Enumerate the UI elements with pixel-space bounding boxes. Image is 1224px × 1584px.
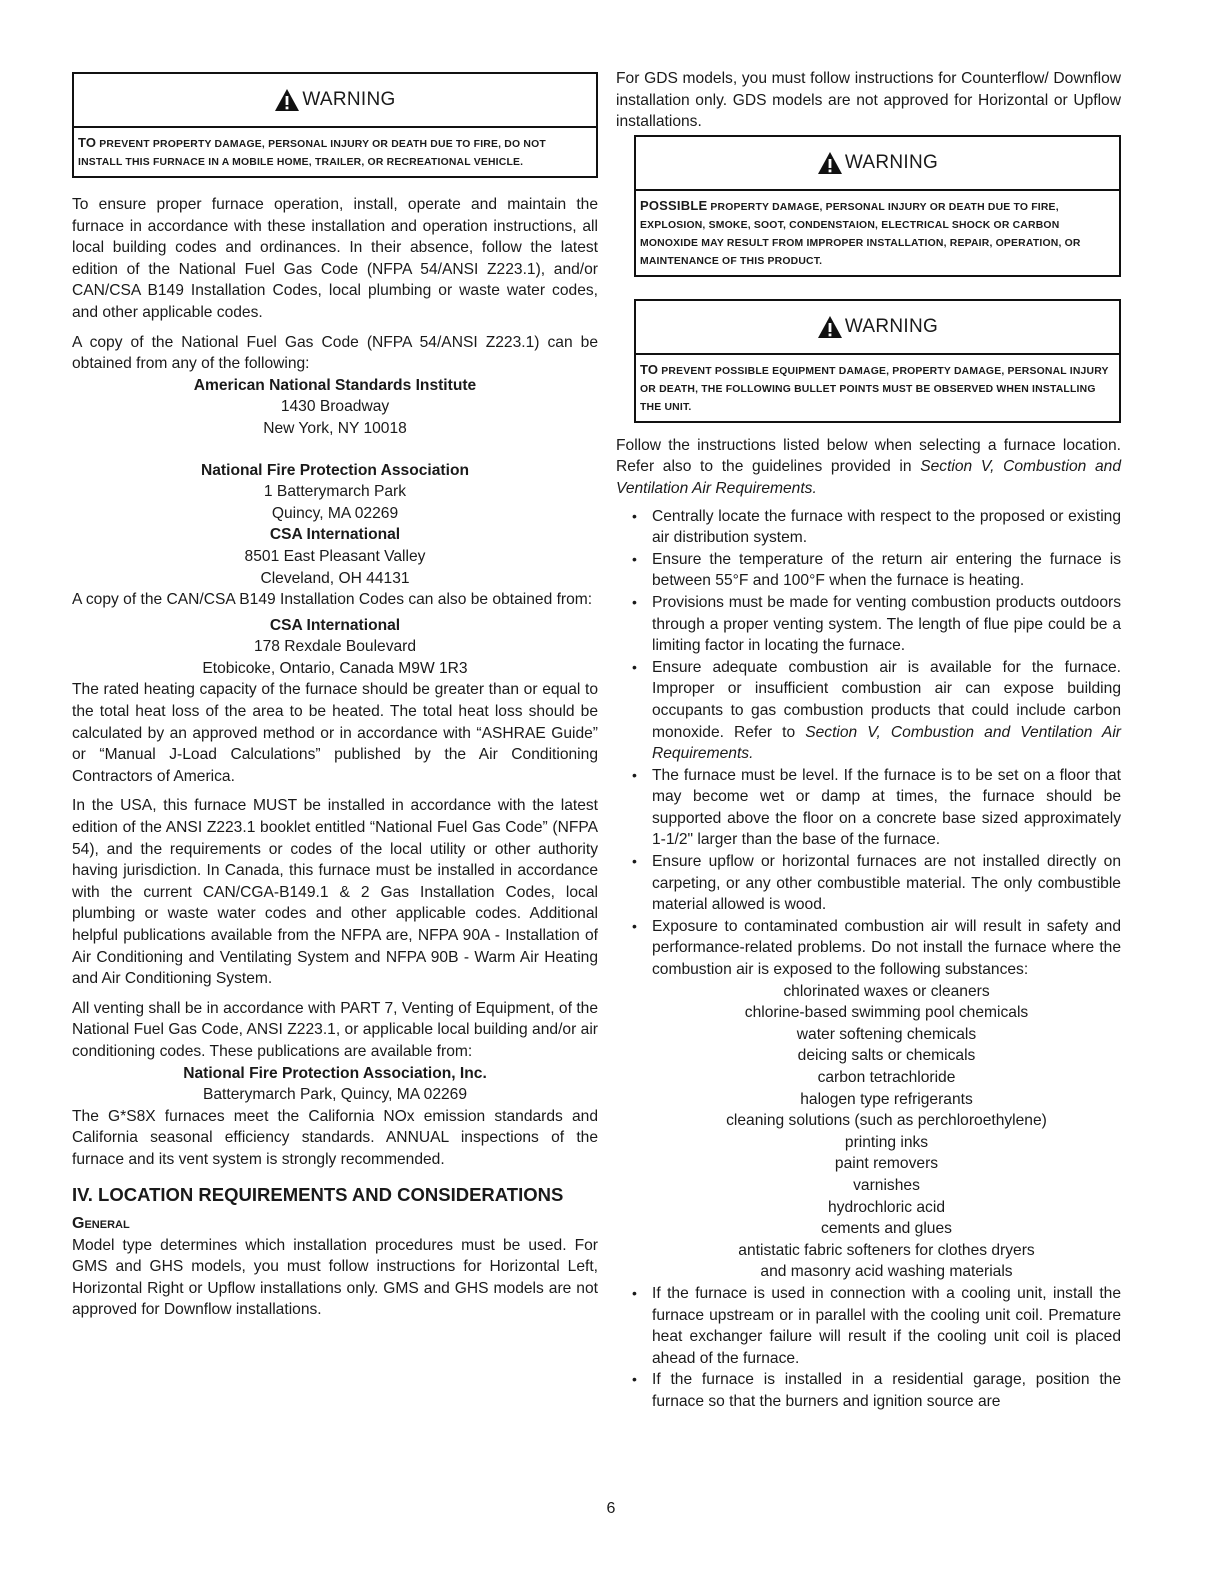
address-line: 178 Rexdale Boulevard xyxy=(253,638,417,656)
warning-triangle-icon xyxy=(274,88,300,112)
paragraph-heating-capacity: The rated heating capacity of the furnace should be greater than or equal to the total heat loss of the area to be heated. The total heat loss should be calculated by an approved method or in accordance with “ASHRAE Guide” or “Manual J-Load Calculations” published by the Air Conditioning Contractors of America. xyxy=(72,681,598,785)
right-column xyxy=(616,68,1121,1413)
substance-item: antistatic fabric softeners for clothes dryers xyxy=(738,1241,1035,1259)
paragraph-operation: To ensure proper furnace operation, install, operate and maintain the furnace in accordance with these installation and operation instructions, all local building codes and ordinances. In their absence, follow the latest edition of the National Fuel Gas Code (NFPA 54/ANSI Z223.1), and/or CAN/CSA B149 Installation Codes, local plumbing or waste water codes, and other applicable codes. xyxy=(72,196,598,321)
address-nfpa xyxy=(72,460,598,525)
address-line: New York, NY 10018 xyxy=(263,419,407,437)
address-line: 1430 Broadway xyxy=(280,398,390,416)
substance-item: hydrochloric acid xyxy=(827,1198,945,1216)
warning-box-fire-explosion xyxy=(634,135,1121,277)
warning-title: WARNING xyxy=(844,151,939,173)
list-item: • If the furnace is used in connection with a cooling unit, install the furnace upstream or in parallel with the cooling unit coil. Premature heat exchanger failure will result if the cooling unit coil is placed ahead of the furnace. xyxy=(616,1283,1121,1369)
warning-header xyxy=(636,301,1119,355)
list-item: • Exposure to contaminated combustion air will result in safety and performance-related problems. Do not install the furnace where the combustion air is exposed to the following substances: xyxy=(616,916,1121,981)
list-item: • Provisions must be made for venting combustion products outdoors through a proper venting system. The length of flue pipe could be a limiting factor in locating the furnace. xyxy=(616,592,1121,657)
address-line: Quincy, MA 02269 xyxy=(271,504,399,522)
warning-text: POSSIBLE PROPERTY DAMAGE, PERSONAL INJURY OR DEATH DUE TO FIRE, EXPLOSION, SMOKE, SOOT, CONDENSTAION, ELECTRICAL SHOCK OR CARBON MONOXIDE MAY RESULT FROM IMPROPER INSTALLATION, REPAIR, OPERATION, OR MAINTENANCE OF THIS PRODUCT. xyxy=(640,197,1081,267)
page-number: 6 xyxy=(606,1500,616,1517)
paragraph-venting: All venting shall be in accordance with PART 7, Venting of Equipment, of the National Fuel Gas Code, ANSI Z223.1, or applicable local building and/or air conditioning codes. These publications are available from: xyxy=(72,999,598,1060)
address-line: 1 Batterymarch Park xyxy=(263,483,407,501)
substance-item: carbon tetrachloride xyxy=(817,1069,956,1086)
list-item: • The furnace must be level. If the furnace is to be set on a floor that may become wet or damp at times, the furnace should be supported above the floor on a concrete base sized approximately 1-1/2" larger than the base of the furnace. xyxy=(616,765,1121,851)
list-item: • Ensure the temperature of the return air entering the furnace is between 55°F and 100°F when the furnace is heating. xyxy=(616,549,1121,592)
paragraph-follow-instructions: Follow the instructions listed below when selecting a furnace location. Refer also to the guidelines provided in Section V, Combustion and Ventilation Air Requirements. xyxy=(616,436,1121,497)
warning-header xyxy=(636,137,1119,191)
address-csa-etobicoke xyxy=(72,615,598,680)
address-name: National Fire Protection Association, Inc. xyxy=(183,1064,487,1082)
substance-item: printing inks xyxy=(844,1133,929,1151)
substance-item: and masonry acid washing materials xyxy=(760,1263,1013,1281)
list-item: • Ensure adequate combustion air is available for the furnace. Improper or insufficient combustion air can expose building occupants to gas combustion products that could include carbon monoxide. Refer to Section V, Combustion and Ventilation Air Requirements. xyxy=(616,657,1121,765)
address-ansi xyxy=(72,375,598,440)
warning-title: WARNING xyxy=(302,89,396,110)
subsection-title: General xyxy=(72,1214,130,1232)
address-csa-cleveland xyxy=(72,524,598,589)
substance-item: chlorinated waxes or cleaners xyxy=(783,982,990,1000)
paragraph-model-type: Model type determines which installation procedures must be used. For GMS and GHS models, you must follow instructions for Horizontal Left, Horizontal Right or Upflow installations only. GMS and GHS models are not approved for Downflow installations. xyxy=(72,1236,598,1319)
substance-item: cements and glues xyxy=(821,1220,952,1238)
address-name: National Fire Protection Association xyxy=(200,461,470,479)
paragraph-gds-models: For GDS models, you must follow instructions for Counterflow/ Downflow installation only. GDS models are not approved for Horizontal or Upflow installations. xyxy=(616,70,1121,131)
left-column xyxy=(72,72,598,1321)
paragraph-can-csa: A copy of the CAN/CSA B149 Installation Codes can also be obtained from: xyxy=(72,591,593,609)
warning-title: WARNING xyxy=(844,315,939,337)
paragraph-copy-code: A copy of the National Fuel Gas Code (NFPA 54/ANSI Z223.1) can be obtained from any of the following: xyxy=(72,333,598,373)
address-name: CSA International xyxy=(269,526,401,544)
location-bullet-list-continued xyxy=(616,1283,1121,1413)
substance-item: water softening chemicals xyxy=(796,1025,977,1043)
paragraph-usa-install: In the USA, this furnace MUST be installed in accordance with the latest edition of the ANSI Z223.1 booklet entitled “National Fuel Gas Code” (NFPA 54), and the requirements or codes of the local utility or other authority having jurisdiction. In Canada, this furnace must be installed in accordance with the current CAN/CGA-B149.1 & 2 Gas Installation Codes, local plumbing or waste water codes and other applicable codes. Additional helpful publications available from the NFPA are, NFPA 90A - Installation of Air Conditioning and Ventilating System and NFPA 90B - Warm Air Heating and Air Conditioning System. xyxy=(72,797,598,988)
substance-item: halogen type refrigerants xyxy=(800,1090,973,1108)
warning-text: TO PREVENT POSSIBLE EQUIPMENT DAMAGE, PROPERTY DAMAGE, PERSONAL INJURY OR DEATH, THE FOLLOWING BULLET POINTS MUST BE OBSERVED WHEN INSTALLING THE UNIT. xyxy=(640,361,1109,413)
address-name: American National Standards Institute xyxy=(193,376,477,394)
substance-item: varnishes xyxy=(853,1176,920,1194)
warning-box-bullet-points xyxy=(634,299,1121,423)
warning-text: TO PREVENT PROPERTY DAMAGE, PERSONAL INJURY OR DEATH DUE TO FIRE, DO NOT INSTALL THIS FURNACE IN A MOBILE HOME, TRAILER, OR RECREATIONAL VEHICLE. xyxy=(78,135,546,168)
address-line: Batterymarch Park, Quincy, MA 02269 xyxy=(202,1086,468,1104)
warning-triangle-icon xyxy=(817,151,843,175)
address-line: 8501 East Pleasant Valley xyxy=(244,547,426,565)
address-line: Etobicoke, Ontario, Canada M9W 1R3 xyxy=(202,659,468,677)
substance-item: cleaning solutions (such as perchloroethylene) xyxy=(726,1112,1047,1130)
warning-header xyxy=(74,74,596,128)
list-item: • If the furnace is installed in a residential garage, position the furnace so that the burners and ignition source are xyxy=(616,1369,1121,1412)
paragraph-california: The G*S8X furnaces meet the California NOx emission standards and California seasonal efficiency standards. ANNUAL inspections of the furnace and its vent system is strongly recommended. xyxy=(72,1107,598,1168)
section-title: IV. LOCATION REQUIREMENTS AND CONSIDERATIONS xyxy=(72,1183,564,1205)
warning-box-mobile-home xyxy=(72,72,598,178)
substances-list xyxy=(616,981,1121,1283)
substance-item: deicing salts or chemicals xyxy=(797,1047,976,1065)
address-name: CSA International xyxy=(269,616,401,634)
address-line: Cleveland, OH 44131 xyxy=(260,569,410,587)
substance-item: paint removers xyxy=(834,1155,939,1173)
list-item: • Centrally locate the furnace with respect to the proposed or existing air distribution system. xyxy=(616,506,1121,549)
warning-triangle-icon xyxy=(817,315,843,339)
substance-item: chlorine-based swimming pool chemicals xyxy=(744,1004,1029,1022)
address-nfpa-inc xyxy=(72,1063,598,1106)
location-bullet-list xyxy=(616,506,1121,981)
list-item: • Ensure upflow or horizontal furnaces are not installed directly on carpeting, or any other combustible material. The only combustible material allowed is wood. xyxy=(616,851,1121,916)
